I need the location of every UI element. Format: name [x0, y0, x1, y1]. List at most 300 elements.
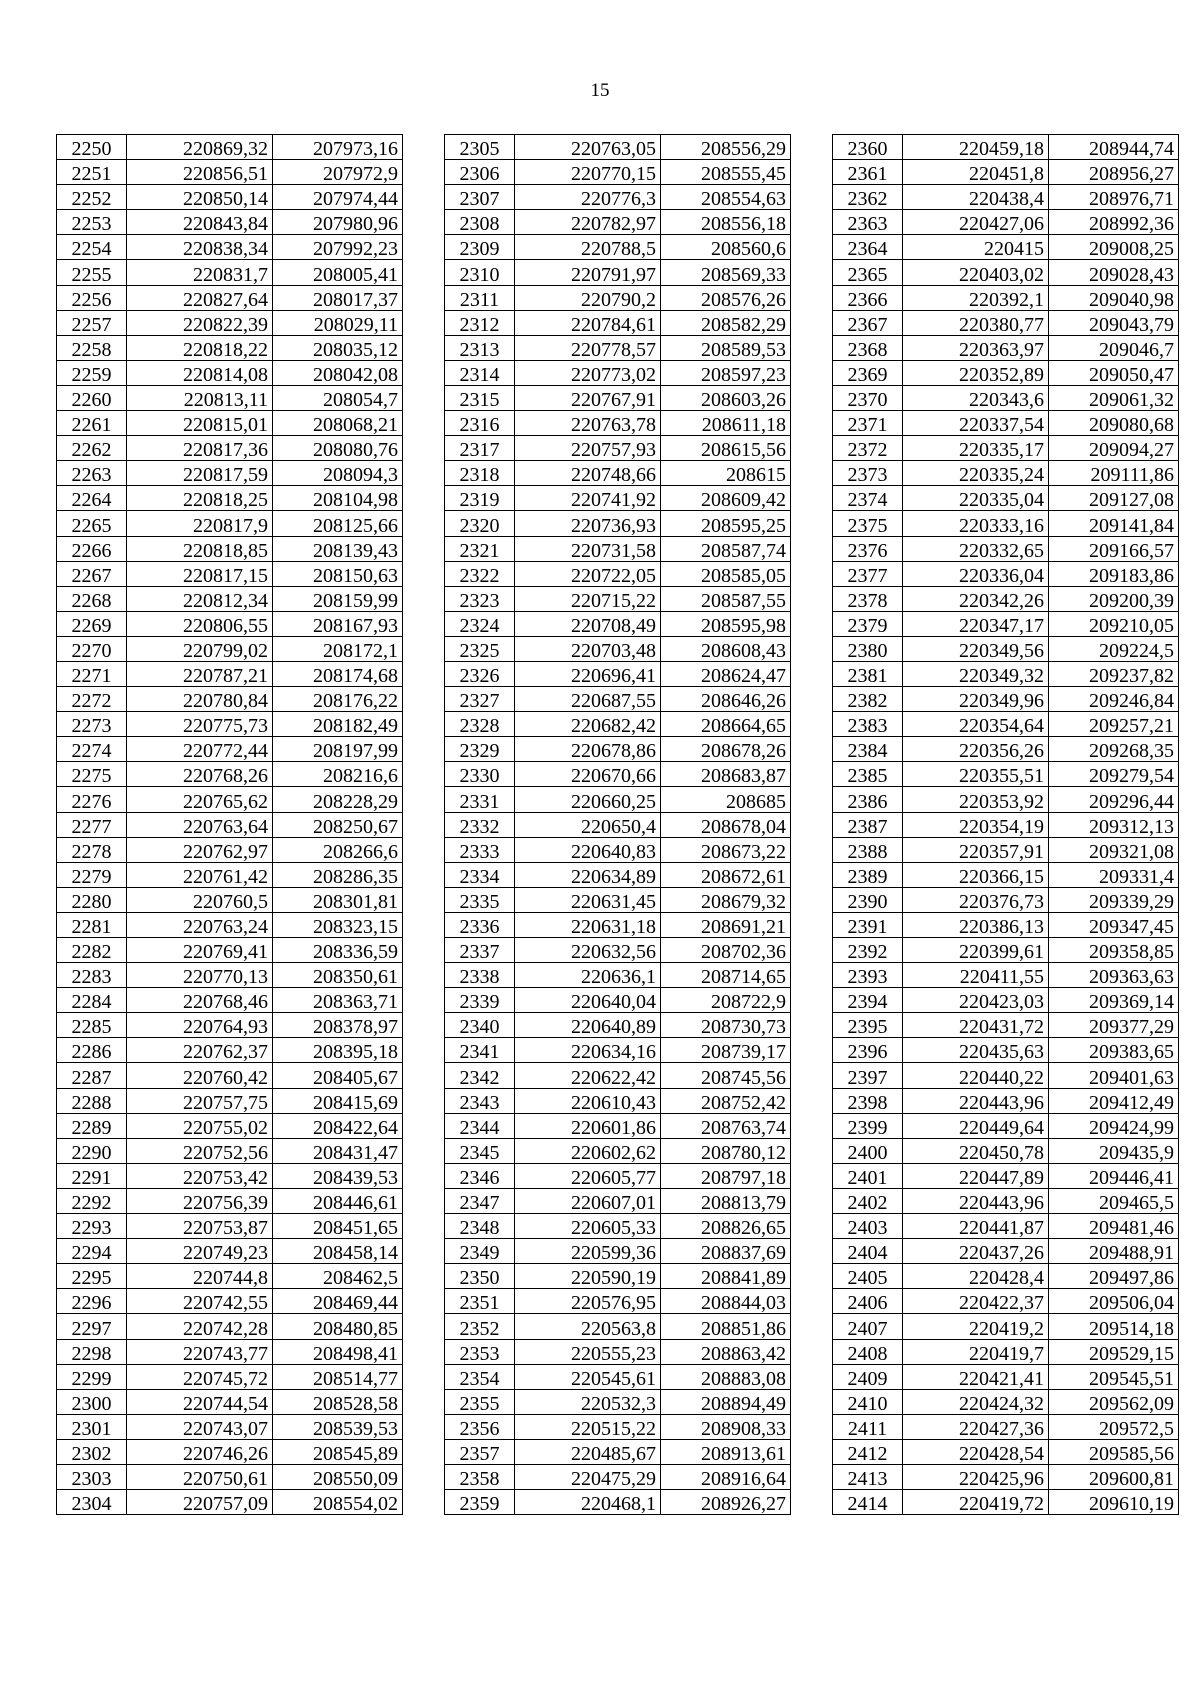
x-coordinate-cell: 220744,54	[127, 1389, 273, 1414]
point-number-cell: 2353	[445, 1339, 515, 1364]
point-number-cell: 2332	[445, 812, 515, 837]
point-number-cell: 2412	[833, 1439, 903, 1464]
y-coordinate-cell: 208167,93	[273, 611, 403, 636]
point-number-cell: 2398	[833, 1088, 903, 1113]
y-coordinate-cell: 209210,05	[1049, 611, 1179, 636]
y-coordinate-cell: 209488,91	[1049, 1239, 1179, 1264]
point-number-cell: 2328	[445, 712, 515, 737]
point-number-cell: 2305	[445, 135, 515, 160]
point-number-cell: 2286	[57, 1038, 127, 1063]
point-number-cell: 2410	[833, 1389, 903, 1414]
table-row	[445, 360, 791, 385]
point-number-cell: 2278	[57, 837, 127, 862]
point-number-cell: 2370	[833, 385, 903, 410]
x-coordinate-cell: 220335,24	[903, 461, 1049, 486]
point-number-cell: 2294	[57, 1239, 127, 1264]
table-row	[57, 812, 403, 837]
point-number-cell: 2355	[445, 1389, 515, 1414]
y-coordinate-cell: 209224,5	[1049, 636, 1179, 661]
x-coordinate-cell: 220428,54	[903, 1439, 1049, 1464]
y-coordinate-cell: 209046,7	[1049, 335, 1179, 360]
table-row	[833, 1239, 1179, 1264]
x-coordinate-cell: 220610,43	[515, 1088, 661, 1113]
x-coordinate-cell: 220349,32	[903, 661, 1049, 686]
x-coordinate-cell: 220601,86	[515, 1113, 661, 1138]
table-row	[57, 561, 403, 586]
y-coordinate-cell: 209043,79	[1049, 310, 1179, 335]
x-coordinate-cell: 220736,93	[515, 511, 661, 536]
table-row	[833, 486, 1179, 511]
x-coordinate-cell: 220435,63	[903, 1038, 1049, 1063]
y-coordinate-cell: 209529,15	[1049, 1339, 1179, 1364]
x-coordinate-cell: 220775,73	[127, 712, 273, 737]
point-number-cell: 2413	[833, 1464, 903, 1489]
x-coordinate-cell: 220817,9	[127, 511, 273, 536]
y-coordinate-cell: 208608,43	[661, 636, 791, 661]
table-row	[833, 561, 1179, 586]
table-row	[833, 411, 1179, 436]
x-coordinate-cell: 220812,34	[127, 586, 273, 611]
point-number-cell: 2322	[445, 561, 515, 586]
table-row	[445, 285, 791, 310]
point-number-cell: 2262	[57, 436, 127, 461]
y-coordinate-cell: 208673,22	[661, 837, 791, 862]
x-coordinate-cell: 220333,16	[903, 511, 1049, 536]
point-number-cell: 2259	[57, 360, 127, 385]
point-number-cell: 2303	[57, 1464, 127, 1489]
y-coordinate-cell: 209347,45	[1049, 912, 1179, 937]
point-number-cell: 2337	[445, 938, 515, 963]
x-coordinate-cell: 220773,02	[515, 360, 661, 385]
point-number-cell: 2379	[833, 611, 903, 636]
table-row	[57, 511, 403, 536]
point-number-cell: 2297	[57, 1314, 127, 1339]
point-number-cell: 2329	[445, 737, 515, 762]
y-coordinate-cell: 208439,53	[273, 1163, 403, 1188]
table-row	[445, 812, 791, 837]
point-number-cell: 2319	[445, 486, 515, 511]
table-row	[445, 561, 791, 586]
x-coordinate-cell: 220449,64	[903, 1113, 1049, 1138]
point-number-cell: 2289	[57, 1113, 127, 1138]
x-coordinate-cell: 220752,56	[127, 1138, 273, 1163]
x-coordinate-cell: 220843,84	[127, 210, 273, 235]
y-coordinate-cell: 208576,26	[661, 285, 791, 310]
point-number-cell: 2316	[445, 411, 515, 436]
x-coordinate-cell: 220782,97	[515, 210, 661, 235]
table-row	[833, 938, 1179, 963]
y-coordinate-cell: 208528,58	[273, 1389, 403, 1414]
table-row	[57, 461, 403, 486]
point-number-cell: 2291	[57, 1163, 127, 1188]
table-row	[833, 1038, 1179, 1063]
x-coordinate-cell: 220660,25	[515, 787, 661, 812]
x-coordinate-cell: 220336,04	[903, 561, 1049, 586]
x-coordinate-cell: 220399,61	[903, 938, 1049, 963]
x-coordinate-cell: 220818,25	[127, 486, 273, 511]
table-row	[833, 385, 1179, 410]
x-coordinate-cell: 220799,02	[127, 636, 273, 661]
x-coordinate-cell: 220631,18	[515, 912, 661, 937]
table-row	[57, 636, 403, 661]
table-row	[445, 737, 791, 762]
y-coordinate-cell: 208017,37	[273, 285, 403, 310]
x-coordinate-cell: 220555,23	[515, 1339, 661, 1364]
x-coordinate-cell: 220769,41	[127, 938, 273, 963]
point-number-cell: 2352	[445, 1314, 515, 1339]
point-number-cell: 2375	[833, 511, 903, 536]
table-row	[445, 260, 791, 285]
table-row	[833, 185, 1179, 210]
table-row	[445, 586, 791, 611]
point-number-cell: 2395	[833, 1013, 903, 1038]
table-row	[57, 411, 403, 436]
x-coordinate-cell: 220423,03	[903, 988, 1049, 1013]
y-coordinate-cell: 208615	[661, 461, 791, 486]
point-number-cell: 2251	[57, 160, 127, 185]
y-coordinate-cell: 208691,21	[661, 912, 791, 937]
x-coordinate-cell: 220722,05	[515, 561, 661, 586]
y-coordinate-cell: 209610,19	[1049, 1490, 1179, 1515]
y-coordinate-cell: 208582,29	[661, 310, 791, 335]
x-coordinate-cell: 220780,84	[127, 687, 273, 712]
table-row	[445, 1490, 791, 1515]
x-coordinate-cell: 220778,57	[515, 335, 661, 360]
x-coordinate-cell: 220349,56	[903, 636, 1049, 661]
x-coordinate-cell: 220850,14	[127, 185, 273, 210]
y-coordinate-cell: 209080,68	[1049, 411, 1179, 436]
table-row	[445, 1239, 791, 1264]
table-row	[57, 887, 403, 912]
point-number-cell: 2387	[833, 812, 903, 837]
x-coordinate-cell: 220762,97	[127, 837, 273, 862]
point-number-cell: 2388	[833, 837, 903, 862]
y-coordinate-cell: 208054,7	[273, 385, 403, 410]
y-coordinate-cell: 208301,81	[273, 887, 403, 912]
y-coordinate-cell: 209481,46	[1049, 1214, 1179, 1239]
x-coordinate-cell: 220355,51	[903, 762, 1049, 787]
table-row	[833, 712, 1179, 737]
point-number-cell: 2408	[833, 1339, 903, 1364]
table-row	[57, 1439, 403, 1464]
x-coordinate-cell: 220431,72	[903, 1013, 1049, 1038]
point-number-cell: 2372	[833, 436, 903, 461]
x-coordinate-cell: 220806,55	[127, 611, 273, 636]
point-number-cell: 2335	[445, 887, 515, 912]
y-coordinate-cell: 208883,08	[661, 1364, 791, 1389]
x-coordinate-cell: 220776,3	[515, 185, 661, 210]
table-row	[57, 486, 403, 511]
y-coordinate-cell: 208250,67	[273, 812, 403, 837]
y-coordinate-cell: 209200,39	[1049, 586, 1179, 611]
point-number-cell: 2304	[57, 1490, 127, 1515]
x-coordinate-cell: 220421,41	[903, 1364, 1049, 1389]
point-number-cell: 2367	[833, 310, 903, 335]
x-coordinate-cell: 220419,72	[903, 1490, 1049, 1515]
x-coordinate-cell: 220784,61	[515, 310, 661, 335]
x-coordinate-cell: 220386,13	[903, 912, 1049, 937]
point-number-cell: 2317	[445, 436, 515, 461]
y-coordinate-cell: 209257,21	[1049, 712, 1179, 737]
x-coordinate-cell: 220831,7	[127, 260, 273, 285]
y-coordinate-cell: 208363,71	[273, 988, 403, 1013]
table-row	[57, 1088, 403, 1113]
x-coordinate-cell: 220349,96	[903, 687, 1049, 712]
table-row	[445, 636, 791, 661]
table-row	[833, 135, 1179, 160]
point-number-cell: 2404	[833, 1239, 903, 1264]
point-number-cell: 2401	[833, 1163, 903, 1188]
table-row	[445, 310, 791, 335]
x-coordinate-cell: 220768,46	[127, 988, 273, 1013]
point-number-cell: 2346	[445, 1163, 515, 1188]
x-coordinate-cell: 220790,2	[515, 285, 661, 310]
y-coordinate-cell: 208029,11	[273, 310, 403, 335]
x-coordinate-cell: 220636,1	[515, 963, 661, 988]
point-number-cell: 2405	[833, 1264, 903, 1289]
point-number-cell: 2341	[445, 1038, 515, 1063]
table-row	[57, 1389, 403, 1414]
x-coordinate-cell: 220640,83	[515, 837, 661, 862]
point-number-cell: 2390	[833, 887, 903, 912]
x-coordinate-cell: 220459,18	[903, 135, 1049, 160]
point-number-cell: 2414	[833, 1490, 903, 1515]
x-coordinate-cell: 220743,07	[127, 1414, 273, 1439]
x-coordinate-cell: 220343,6	[903, 385, 1049, 410]
y-coordinate-cell: 208556,18	[661, 210, 791, 235]
point-number-cell: 2406	[833, 1289, 903, 1314]
table-row	[833, 812, 1179, 837]
point-number-cell: 2277	[57, 812, 127, 837]
x-coordinate-cell: 220762,37	[127, 1038, 273, 1063]
point-number-cell: 2255	[57, 260, 127, 285]
table-row	[833, 536, 1179, 561]
table-row	[445, 1013, 791, 1038]
y-coordinate-cell: 207973,16	[273, 135, 403, 160]
coordinate-table-2	[444, 134, 791, 1515]
point-number-cell: 2327	[445, 687, 515, 712]
table-row	[833, 1163, 1179, 1188]
point-number-cell: 2272	[57, 687, 127, 712]
point-number-cell: 2315	[445, 385, 515, 410]
table-row	[57, 687, 403, 712]
point-number-cell: 2356	[445, 1414, 515, 1439]
x-coordinate-cell: 220787,21	[127, 661, 273, 686]
y-coordinate-cell: 208068,21	[273, 411, 403, 436]
point-number-cell: 2348	[445, 1214, 515, 1239]
y-coordinate-cell: 208446,61	[273, 1188, 403, 1213]
x-coordinate-cell: 220352,89	[903, 360, 1049, 385]
table-row	[833, 461, 1179, 486]
point-number-cell: 2394	[833, 988, 903, 1013]
y-coordinate-cell: 209435,9	[1049, 1138, 1179, 1163]
y-coordinate-cell: 208458,14	[273, 1239, 403, 1264]
x-coordinate-cell: 220750,61	[127, 1464, 273, 1489]
x-coordinate-cell: 220650,4	[515, 812, 661, 837]
table-row	[57, 1289, 403, 1314]
y-coordinate-cell: 209331,4	[1049, 862, 1179, 887]
table-row	[445, 661, 791, 686]
point-number-cell: 2263	[57, 461, 127, 486]
point-number-cell: 2270	[57, 636, 127, 661]
table-row	[445, 1138, 791, 1163]
x-coordinate-cell: 220419,2	[903, 1314, 1049, 1339]
x-coordinate-cell: 220602,62	[515, 1138, 661, 1163]
point-number-cell: 2314	[445, 360, 515, 385]
table-row	[445, 1414, 791, 1439]
x-coordinate-cell: 220813,11	[127, 385, 273, 410]
x-coordinate-cell: 220357,91	[903, 837, 1049, 862]
y-coordinate-cell: 208469,44	[273, 1289, 403, 1314]
y-coordinate-cell: 208228,29	[273, 787, 403, 812]
x-coordinate-cell: 220335,04	[903, 486, 1049, 511]
point-number-cell: 2288	[57, 1088, 127, 1113]
table-row	[57, 235, 403, 260]
x-coordinate-cell: 220756,39	[127, 1188, 273, 1213]
x-coordinate-cell: 220741,92	[515, 486, 661, 511]
x-coordinate-cell: 220682,42	[515, 712, 661, 737]
table-row	[833, 1088, 1179, 1113]
point-number-cell: 2360	[833, 135, 903, 160]
x-coordinate-cell: 220744,8	[127, 1264, 273, 1289]
x-coordinate-cell: 220363,97	[903, 335, 1049, 360]
y-coordinate-cell: 208005,41	[273, 260, 403, 285]
point-number-cell: 2320	[445, 511, 515, 536]
y-coordinate-cell: 208685	[661, 787, 791, 812]
x-coordinate-cell: 220332,65	[903, 536, 1049, 561]
x-coordinate-cell: 220545,61	[515, 1364, 661, 1389]
y-coordinate-cell: 209446,41	[1049, 1163, 1179, 1188]
y-coordinate-cell: 209008,25	[1049, 235, 1179, 260]
point-number-cell: 2334	[445, 862, 515, 887]
point-number-cell: 2324	[445, 611, 515, 636]
table-row	[833, 1439, 1179, 1464]
y-coordinate-cell: 209050,47	[1049, 360, 1179, 385]
point-number-cell: 2276	[57, 787, 127, 812]
y-coordinate-cell: 208679,32	[661, 887, 791, 912]
point-number-cell: 2380	[833, 636, 903, 661]
table-row	[57, 135, 403, 160]
y-coordinate-cell: 208844,03	[661, 1289, 791, 1314]
point-number-cell: 2281	[57, 912, 127, 937]
table-row	[445, 963, 791, 988]
y-coordinate-cell: 208139,43	[273, 536, 403, 561]
x-coordinate-cell: 220335,17	[903, 436, 1049, 461]
point-number-cell: 2349	[445, 1239, 515, 1264]
table-row	[57, 1138, 403, 1163]
x-coordinate-cell: 220337,54	[903, 411, 1049, 436]
y-coordinate-cell: 209339,29	[1049, 887, 1179, 912]
point-number-cell: 2386	[833, 787, 903, 812]
x-coordinate-cell: 220696,41	[515, 661, 661, 686]
point-number-cell: 2340	[445, 1013, 515, 1038]
y-coordinate-cell: 209166,57	[1049, 536, 1179, 561]
x-coordinate-cell: 220440,22	[903, 1063, 1049, 1088]
table-row	[833, 661, 1179, 686]
table-row	[445, 762, 791, 787]
point-number-cell: 2266	[57, 536, 127, 561]
x-coordinate-cell: 220763,05	[515, 135, 661, 160]
table-row	[833, 762, 1179, 787]
x-coordinate-cell: 220757,93	[515, 436, 661, 461]
x-coordinate-cell: 220451,8	[903, 160, 1049, 185]
table-row	[57, 661, 403, 686]
table-row	[833, 586, 1179, 611]
y-coordinate-cell: 208826,65	[661, 1214, 791, 1239]
y-coordinate-cell: 208913,61	[661, 1439, 791, 1464]
page-number: 15	[590, 80, 610, 101]
x-coordinate-cell: 220708,49	[515, 611, 661, 636]
table-row	[833, 912, 1179, 937]
point-number-cell: 2354	[445, 1364, 515, 1389]
y-coordinate-cell: 208480,85	[273, 1314, 403, 1339]
x-coordinate-cell: 220422,37	[903, 1289, 1049, 1314]
y-coordinate-cell: 208415,69	[273, 1088, 403, 1113]
x-coordinate-cell: 220347,17	[903, 611, 1049, 636]
y-coordinate-cell: 208554,63	[661, 185, 791, 210]
point-number-cell: 2371	[833, 411, 903, 436]
point-number-cell: 2365	[833, 260, 903, 285]
point-number-cell: 2313	[445, 335, 515, 360]
x-coordinate-cell: 220632,56	[515, 938, 661, 963]
table-row	[445, 335, 791, 360]
y-coordinate-cell: 208216,6	[273, 762, 403, 787]
point-number-cell: 2307	[445, 185, 515, 210]
y-coordinate-cell: 208159,99	[273, 586, 403, 611]
y-coordinate-cell: 209141,84	[1049, 511, 1179, 536]
point-number-cell: 2330	[445, 762, 515, 787]
point-number-cell: 2250	[57, 135, 127, 160]
table-row	[833, 1264, 1179, 1289]
table-row	[445, 1464, 791, 1489]
point-number-cell: 2310	[445, 260, 515, 285]
table-row	[833, 1289, 1179, 1314]
table-row	[57, 260, 403, 285]
point-number-cell: 2373	[833, 461, 903, 486]
x-coordinate-cell: 220576,95	[515, 1289, 661, 1314]
y-coordinate-cell: 208797,18	[661, 1163, 791, 1188]
y-coordinate-cell: 208813,79	[661, 1188, 791, 1213]
point-number-cell: 2285	[57, 1013, 127, 1038]
table-row	[833, 963, 1179, 988]
table-row	[57, 762, 403, 787]
x-coordinate-cell: 220770,15	[515, 160, 661, 185]
y-coordinate-cell: 208378,97	[273, 1013, 403, 1038]
y-coordinate-cell: 208678,26	[661, 737, 791, 762]
point-number-cell: 2299	[57, 1364, 127, 1389]
point-number-cell: 2351	[445, 1289, 515, 1314]
table-row	[833, 837, 1179, 862]
table-row	[833, 511, 1179, 536]
table-row	[445, 1214, 791, 1239]
x-coordinate-cell: 220715,22	[515, 586, 661, 611]
y-coordinate-cell: 208603,26	[661, 385, 791, 410]
y-coordinate-cell: 209094,27	[1049, 436, 1179, 461]
table-row	[833, 862, 1179, 887]
table-row	[57, 335, 403, 360]
point-number-cell: 2295	[57, 1264, 127, 1289]
x-coordinate-cell: 220822,39	[127, 310, 273, 335]
point-number-cell: 2344	[445, 1113, 515, 1138]
y-coordinate-cell: 208894,49	[661, 1389, 791, 1414]
x-coordinate-cell: 220605,33	[515, 1214, 661, 1239]
table-row	[833, 1339, 1179, 1364]
table-row	[57, 1364, 403, 1389]
point-number-cell: 2326	[445, 661, 515, 686]
x-coordinate-cell: 220770,13	[127, 963, 273, 988]
y-coordinate-cell: 208174,68	[273, 661, 403, 686]
y-coordinate-cell: 208730,73	[661, 1013, 791, 1038]
